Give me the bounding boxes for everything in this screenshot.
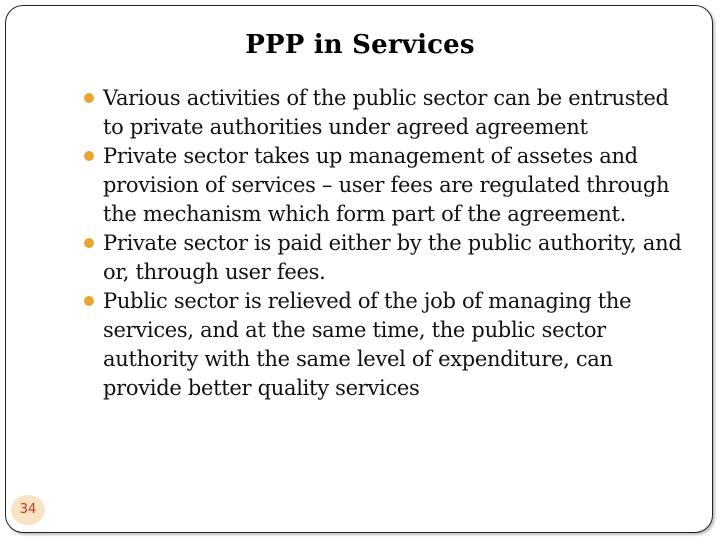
bullet-text: Various activities of the public sector can be entrusted to private authorities under agreed agreement (103, 86, 669, 139)
bullet-item (84, 287, 684, 403)
bullet-item (84, 229, 684, 287)
bullet-text: Private sector is paid either by the public authority, and or, through user fees. (103, 231, 682, 284)
bullet-dot-icon (84, 296, 94, 306)
bullet-text: Private sector takes up management of assetes and provision of services – user fees are regulated through the mechanism which form part of the agreement. (103, 144, 670, 226)
bullet-list (84, 84, 684, 403)
slide-title: PPP in Services (245, 30, 475, 60)
bullet-dot-icon (84, 93, 94, 103)
bullet-item (84, 142, 684, 229)
bullet-dot-icon (84, 151, 94, 161)
bullet-dot-icon (84, 238, 94, 248)
bullet-text: Public sector is relieved of the job of managing the services, and at the same time, the public sector authority with the same level of expenditure, can provide better quality services (103, 289, 632, 400)
page-number-badge: 34 (11, 495, 45, 525)
bullet-item (84, 84, 684, 142)
